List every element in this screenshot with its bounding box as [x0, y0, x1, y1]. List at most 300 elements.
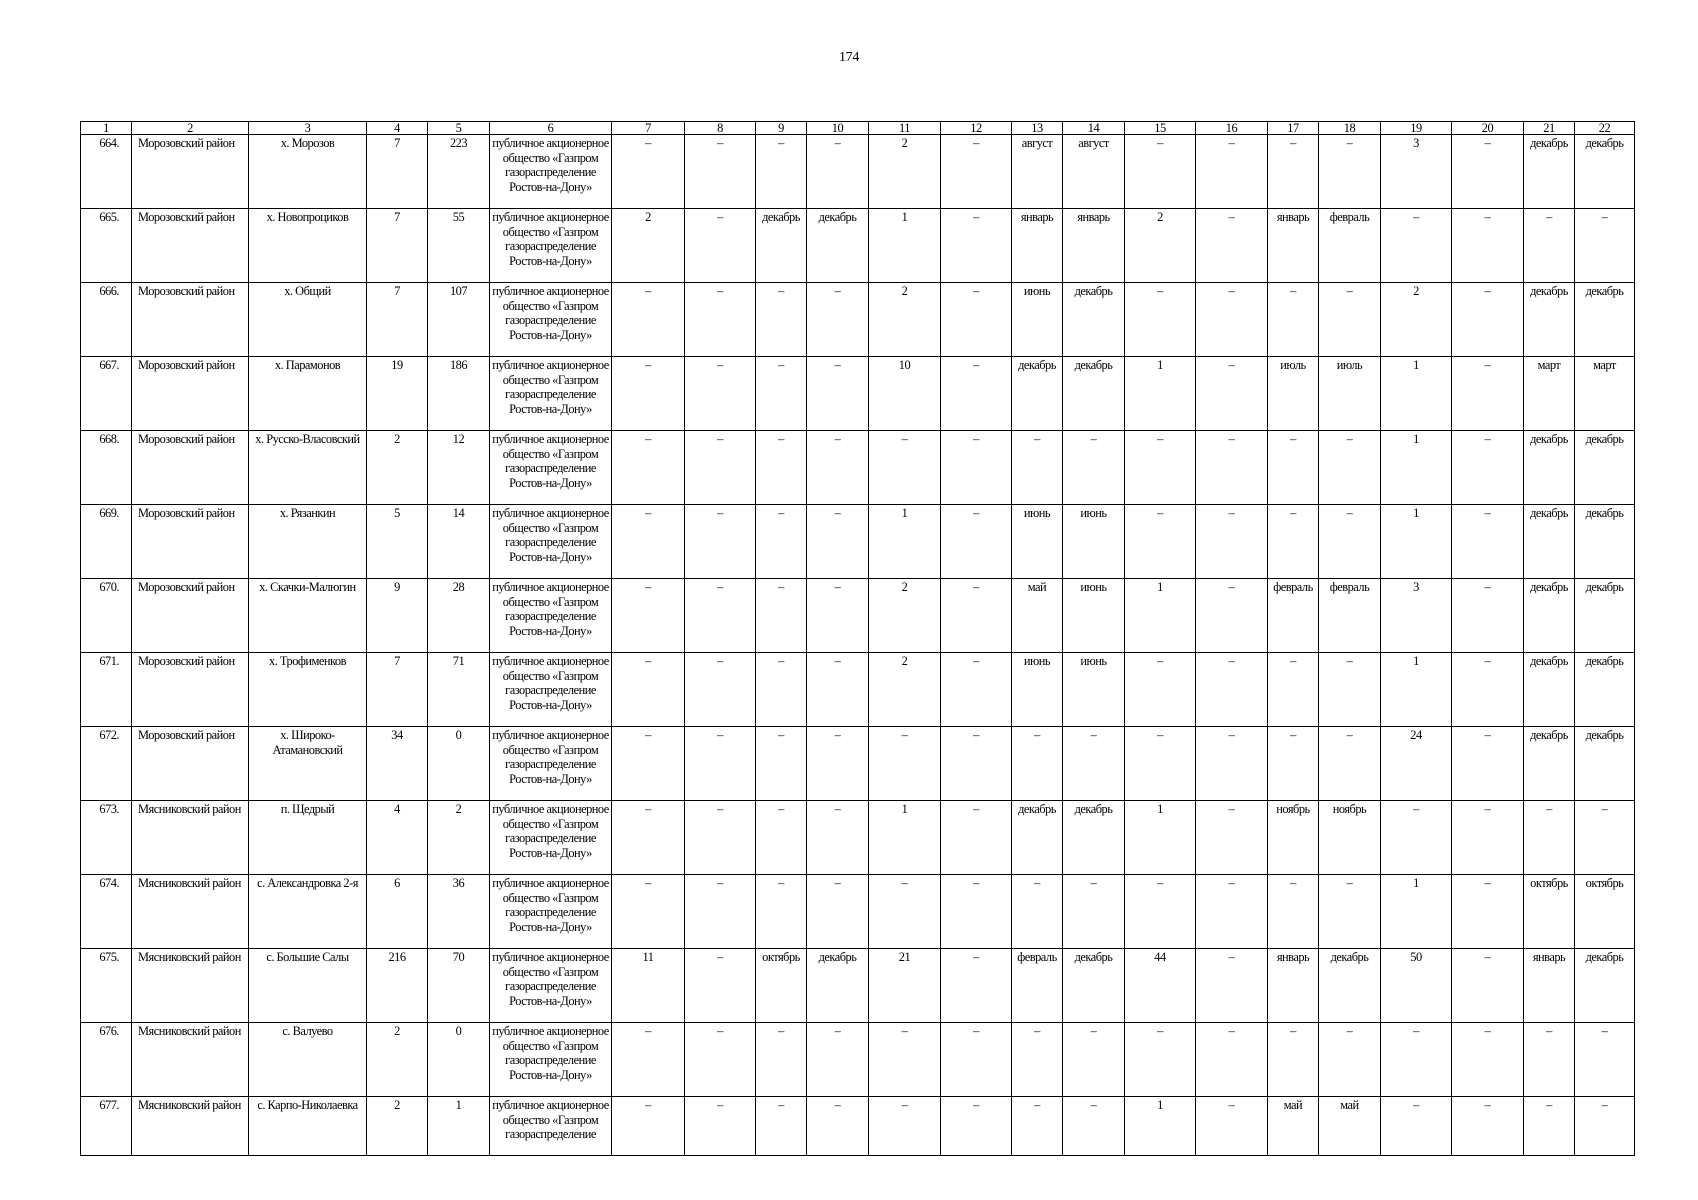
table-cell-col-20: – — [1452, 875, 1524, 949]
column-number-cell: 14 — [1063, 122, 1125, 135]
table-cell-col-7: – — [612, 801, 685, 875]
table-cell-col-16: – — [1196, 357, 1268, 431]
table-cell-col-14: июнь — [1063, 579, 1125, 653]
table-cell-col-18: февраль — [1319, 579, 1381, 653]
table-cell-col-2: Мясниковский район — [132, 1097, 249, 1156]
table-cell-col-10: – — [807, 431, 869, 505]
table-cell-col-15: – — [1125, 135, 1196, 209]
table-cell-col-7: – — [612, 653, 685, 727]
table-cell-col-12: – — [941, 505, 1012, 579]
table-cell-col-22: декабрь — [1575, 135, 1635, 209]
table-cell-col-4: 2 — [367, 1097, 428, 1156]
table-cell-col-19: – — [1381, 1023, 1452, 1097]
column-number-cell: 19 — [1381, 122, 1452, 135]
table-cell-col-12: – — [941, 653, 1012, 727]
table-cell-col-19: – — [1381, 1097, 1452, 1156]
table-cell-col-12: – — [941, 949, 1012, 1023]
table-cell-col-9: – — [756, 1097, 807, 1156]
table-cell-col-18: – — [1319, 1023, 1381, 1097]
table-cell-col-10: – — [807, 801, 869, 875]
table-cell-col-1: 667. — [81, 357, 132, 431]
table-cell-col-17: – — [1268, 727, 1319, 801]
table-cell-col-12: – — [941, 209, 1012, 283]
column-number-cell: 5 — [428, 122, 490, 135]
table-cell-col-18: декабрь — [1319, 949, 1381, 1023]
column-number-cell: 7 — [612, 122, 685, 135]
table-cell-col-18: – — [1319, 653, 1381, 727]
table-cell-col-13: июнь — [1012, 653, 1063, 727]
table-cell-col-10: – — [807, 1097, 869, 1156]
table-cell-col-13: – — [1012, 431, 1063, 505]
table-cell-col-5: 55 — [428, 209, 490, 283]
table-cell-col-11: – — [869, 431, 941, 505]
table-cell-col-2: Морозовский район — [132, 135, 249, 209]
column-number-cell: 6 — [490, 122, 612, 135]
table-cell-col-16: – — [1196, 505, 1268, 579]
table-cell-col-7: – — [612, 135, 685, 209]
column-number-cell: 3 — [249, 122, 367, 135]
table-cell-col-1: 664. — [81, 135, 132, 209]
table-row — [81, 875, 1635, 949]
table-cell-col-22: декабрь — [1575, 431, 1635, 505]
table-cell-col-14: июнь — [1063, 505, 1125, 579]
column-number-cell: 22 — [1575, 122, 1635, 135]
table-cell-col-9: – — [756, 1023, 807, 1097]
table-cell-col-16: – — [1196, 1023, 1268, 1097]
table-cell-col-17: февраль — [1268, 579, 1319, 653]
table-cell-col-1: 677. — [81, 1097, 132, 1156]
table-cell-col-2: Морозовский район — [132, 283, 249, 357]
table-cell-col-12: – — [941, 135, 1012, 209]
table-cell-col-5: 1 — [428, 1097, 490, 1156]
table-cell-col-7: – — [612, 1023, 685, 1097]
table-cell-col-22: декабрь — [1575, 653, 1635, 727]
table-cell-col-22: – — [1575, 801, 1635, 875]
table-cell-col-17: ноябрь — [1268, 801, 1319, 875]
table-cell-col-4: 7 — [367, 135, 428, 209]
table-cell-col-15: 1 — [1125, 801, 1196, 875]
table-cell-col-9: – — [756, 875, 807, 949]
table-cell-col-4: 6 — [367, 875, 428, 949]
table-cell-col-10: декабрь — [807, 949, 869, 1023]
table-cell-col-21: январь — [1524, 949, 1575, 1023]
table-cell-col-21: октябрь — [1524, 875, 1575, 949]
table-cell-col-5: 0 — [428, 1023, 490, 1097]
table-cell-col-18: ноябрь — [1319, 801, 1381, 875]
table-cell-col-11: 2 — [869, 579, 941, 653]
table-cell-col-2: Морозовский район — [132, 653, 249, 727]
table-cell-col-1: 665. — [81, 209, 132, 283]
table-row — [81, 505, 1635, 579]
table-cell-col-22: октябрь — [1575, 875, 1635, 949]
table-cell-col-3: х. Широко-Атамановский — [249, 727, 367, 801]
column-number-cell: 18 — [1319, 122, 1381, 135]
table-cell-col-5: 0 — [428, 727, 490, 801]
table-cell-col-12: – — [941, 875, 1012, 949]
table-cell-col-15: 2 — [1125, 209, 1196, 283]
table-cell-col-14: – — [1063, 727, 1125, 801]
table-cell-col-20: – — [1452, 727, 1524, 801]
table-cell-col-18: – — [1319, 505, 1381, 579]
table-cell-col-5: 14 — [428, 505, 490, 579]
table-cell-col-20: – — [1452, 505, 1524, 579]
table-cell-col-12: – — [941, 727, 1012, 801]
table-cell-col-9: – — [756, 283, 807, 357]
table-cell-col-3: с. Валуево — [249, 1023, 367, 1097]
table-row — [81, 949, 1635, 1023]
table-cell-col-19: 3 — [1381, 135, 1452, 209]
table-cell-col-16: – — [1196, 1097, 1268, 1156]
table-cell-col-5: 107 — [428, 283, 490, 357]
table-cell-col-11: 1 — [869, 505, 941, 579]
table-cell-col-2: Морозовский район — [132, 357, 249, 431]
table-cell-col-11: – — [869, 875, 941, 949]
table-cell-col-2: Морозовский район — [132, 209, 249, 283]
table-cell-col-4: 2 — [367, 431, 428, 505]
table-cell-col-13: – — [1012, 727, 1063, 801]
table-cell-col-4: 4 — [367, 801, 428, 875]
table-cell-col-7: – — [612, 431, 685, 505]
column-number-cell: 21 — [1524, 122, 1575, 135]
table-row — [81, 357, 1635, 431]
table-cell-col-15: 44 — [1125, 949, 1196, 1023]
table-cell-col-17: – — [1268, 431, 1319, 505]
column-number-cell: 15 — [1125, 122, 1196, 135]
table-cell-col-1: 670. — [81, 579, 132, 653]
table-cell-col-16: – — [1196, 135, 1268, 209]
table-cell-col-8: – — [685, 653, 756, 727]
table-cell-col-17: – — [1268, 135, 1319, 209]
table-cell-col-4: 7 — [367, 209, 428, 283]
table-cell-col-22: декабрь — [1575, 505, 1635, 579]
table-cell-col-6: публичное акционерное общество «Газпром газораспределение Ростов-на-Дону» — [490, 431, 612, 505]
table-cell-col-2: Мясниковский район — [132, 801, 249, 875]
table-cell-col-11: 1 — [869, 801, 941, 875]
table-cell-col-11: – — [869, 1023, 941, 1097]
table-cell-col-18: май — [1319, 1097, 1381, 1156]
table-cell-col-7: 2 — [612, 209, 685, 283]
table-cell-col-5: 2 — [428, 801, 490, 875]
table-cell-col-1: 676. — [81, 1023, 132, 1097]
table-cell-col-21: – — [1524, 1097, 1575, 1156]
table-cell-col-2: Мясниковский район — [132, 949, 249, 1023]
column-number-cell: 16 — [1196, 122, 1268, 135]
column-number-cell: 12 — [941, 122, 1012, 135]
table-cell-col-18: – — [1319, 727, 1381, 801]
table-cell-col-9: – — [756, 135, 807, 209]
table-cell-col-14: – — [1063, 431, 1125, 505]
table-cell-col-17: июль — [1268, 357, 1319, 431]
table-cell-col-13: май — [1012, 579, 1063, 653]
table-cell-col-21: декабрь — [1524, 579, 1575, 653]
table-cell-col-21: март — [1524, 357, 1575, 431]
table-cell-col-17: январь — [1268, 949, 1319, 1023]
table-cell-col-3: х. Рязанкин — [249, 505, 367, 579]
table-cell-col-11: 2 — [869, 283, 941, 357]
table-cell-col-9: – — [756, 505, 807, 579]
table-row — [81, 431, 1635, 505]
table-cell-col-4: 7 — [367, 653, 428, 727]
table-cell-col-6: публичное акционерное общество «Газпром газораспределение Ростов-на-Дону» — [490, 727, 612, 801]
table-cell-col-3: х. Новопроциков — [249, 209, 367, 283]
table-cell-col-16: – — [1196, 949, 1268, 1023]
table-cell-col-20: – — [1452, 431, 1524, 505]
table-cell-col-4: 34 — [367, 727, 428, 801]
table-cell-col-8: – — [685, 801, 756, 875]
table-cell-col-3: с. Большие Салы — [249, 949, 367, 1023]
table-cell-col-1: 668. — [81, 431, 132, 505]
table-cell-col-21: декабрь — [1524, 283, 1575, 357]
column-number-cell: 8 — [685, 122, 756, 135]
table-cell-col-17: май — [1268, 1097, 1319, 1156]
table-cell-col-15: – — [1125, 1023, 1196, 1097]
table-cell-col-9: – — [756, 579, 807, 653]
table-cell-col-21: – — [1524, 209, 1575, 283]
table-cell-col-4: 5 — [367, 505, 428, 579]
table-cell-col-3: х. Морозов — [249, 135, 367, 209]
table-cell-col-16: – — [1196, 209, 1268, 283]
table-cell-col-16: – — [1196, 875, 1268, 949]
column-number-row — [81, 122, 1635, 135]
table-cell-col-15: – — [1125, 727, 1196, 801]
table-cell-col-12: – — [941, 283, 1012, 357]
table-cell-col-15: – — [1125, 505, 1196, 579]
column-number-cell: 9 — [756, 122, 807, 135]
table-cell-col-14: декабрь — [1063, 357, 1125, 431]
table-cell-col-10: – — [807, 135, 869, 209]
table-cell-col-11: 10 — [869, 357, 941, 431]
table-cell-col-15: – — [1125, 283, 1196, 357]
table-cell-col-20: – — [1452, 949, 1524, 1023]
table-cell-col-10: декабрь — [807, 209, 869, 283]
table-cell-col-9: – — [756, 801, 807, 875]
table-cell-col-14: июнь — [1063, 653, 1125, 727]
table-cell-col-14: – — [1063, 875, 1125, 949]
table-cell-col-3: х. Скачки-Малюгин — [249, 579, 367, 653]
table-cell-col-12: – — [941, 1097, 1012, 1156]
table-cell-col-5: 71 — [428, 653, 490, 727]
table-cell-col-5: 28 — [428, 579, 490, 653]
table-cell-col-6: публичное акционерное общество «Газпром газораспределение Ростов-на-Дону» — [490, 801, 612, 875]
table-cell-col-2: Морозовский район — [132, 431, 249, 505]
table-cell-col-13: февраль — [1012, 949, 1063, 1023]
table-cell-col-17: – — [1268, 505, 1319, 579]
table-cell-col-18: – — [1319, 875, 1381, 949]
table-cell-col-14: декабрь — [1063, 283, 1125, 357]
table-cell-col-10: – — [807, 505, 869, 579]
table-cell-col-18: февраль — [1319, 209, 1381, 283]
table-cell-col-1: 674. — [81, 875, 132, 949]
table-cell-col-6: публичное акционерное общество «Газпром газораспределение — [490, 1097, 612, 1156]
table-cell-col-14: – — [1063, 1023, 1125, 1097]
table-cell-col-16: – — [1196, 431, 1268, 505]
table-cell-col-17: январь — [1268, 209, 1319, 283]
table-cell-col-6: публичное акционерное общество «Газпром газораспределение Ростов-на-Дону» — [490, 653, 612, 727]
table-cell-col-3: с. Карпо-Николаевка — [249, 1097, 367, 1156]
table-cell-col-22: декабрь — [1575, 283, 1635, 357]
table-row — [81, 801, 1635, 875]
table-cell-col-15: – — [1125, 431, 1196, 505]
table-cell-col-7: – — [612, 1097, 685, 1156]
table-cell-col-12: – — [941, 1023, 1012, 1097]
table-cell-col-2: Мясниковский район — [132, 1023, 249, 1097]
table-cell-col-1: 671. — [81, 653, 132, 727]
table-cell-col-13: июнь — [1012, 505, 1063, 579]
table-cell-col-9: – — [756, 357, 807, 431]
table-cell-col-15: – — [1125, 653, 1196, 727]
table-cell-col-7: – — [612, 727, 685, 801]
table-cell-col-3: п. Щедрый — [249, 801, 367, 875]
column-number-cell: 13 — [1012, 122, 1063, 135]
table-cell-col-8: – — [685, 1097, 756, 1156]
table-cell-col-1: 666. — [81, 283, 132, 357]
table-cell-col-12: – — [941, 579, 1012, 653]
table-row — [81, 283, 1635, 357]
table-cell-col-22: декабрь — [1575, 579, 1635, 653]
table-cell-col-22: декабрь — [1575, 949, 1635, 1023]
table-cell-col-6: публичное акционерное общество «Газпром газораспределение Ростов-на-Дону» — [490, 949, 612, 1023]
table-cell-col-11: – — [869, 727, 941, 801]
table-cell-col-20: – — [1452, 357, 1524, 431]
table-cell-col-17: – — [1268, 1023, 1319, 1097]
table-cell-col-14: – — [1063, 1097, 1125, 1156]
table-cell-col-6: публичное акционерное общество «Газпром газораспределение Ростов-на-Дону» — [490, 505, 612, 579]
table-cell-col-8: – — [685, 579, 756, 653]
table-cell-col-22: – — [1575, 1023, 1635, 1097]
table-cell-col-16: – — [1196, 653, 1268, 727]
table-cell-col-13: – — [1012, 875, 1063, 949]
table-cell-col-11: 21 — [869, 949, 941, 1023]
table-cell-col-6: публичное акционерное общество «Газпром газораспределение Ростов-на-Дону» — [490, 579, 612, 653]
table-cell-col-1: 672. — [81, 727, 132, 801]
table-cell-col-5: 36 — [428, 875, 490, 949]
table-cell-col-18: июль — [1319, 357, 1381, 431]
table-cell-col-5: 186 — [428, 357, 490, 431]
table-cell-col-22: – — [1575, 209, 1635, 283]
table-cell-col-20: – — [1452, 579, 1524, 653]
table-cell-col-17: – — [1268, 283, 1319, 357]
table-cell-col-19: 50 — [1381, 949, 1452, 1023]
column-number-cell: 2 — [132, 122, 249, 135]
table-cell-col-10: – — [807, 653, 869, 727]
table-cell-col-2: Морозовский район — [132, 579, 249, 653]
table-cell-col-17: – — [1268, 875, 1319, 949]
table-cell-col-11: – — [869, 1097, 941, 1156]
table-cell-col-8: – — [685, 505, 756, 579]
table-cell-col-19: 24 — [1381, 727, 1452, 801]
table-cell-col-3: с. Александровка 2-я — [249, 875, 367, 949]
table-cell-col-9: октябрь — [756, 949, 807, 1023]
table-cell-col-20: – — [1452, 1097, 1524, 1156]
table-cell-col-14: август — [1063, 135, 1125, 209]
table-cell-col-3: х. Трофименков — [249, 653, 367, 727]
table-cell-col-18: – — [1319, 283, 1381, 357]
table-cell-col-13: август — [1012, 135, 1063, 209]
table-cell-col-8: – — [685, 727, 756, 801]
table-cell-col-14: декабрь — [1063, 949, 1125, 1023]
table-cell-col-19: 3 — [1381, 579, 1452, 653]
table-cell-col-20: – — [1452, 653, 1524, 727]
table-cell-col-5: 70 — [428, 949, 490, 1023]
table-cell-col-13: декабрь — [1012, 801, 1063, 875]
column-number-cell: 10 — [807, 122, 869, 135]
table-row — [81, 727, 1635, 801]
table-cell-col-7: – — [612, 283, 685, 357]
table-cell-col-9: декабрь — [756, 209, 807, 283]
table-cell-col-6: публичное акционерное общество «Газпром газораспределение Ростов-на-Дону» — [490, 357, 612, 431]
table-cell-col-14: декабрь — [1063, 801, 1125, 875]
table-cell-col-11: 2 — [869, 135, 941, 209]
table-cell-col-11: 2 — [869, 653, 941, 727]
table-cell-col-4: 2 — [367, 1023, 428, 1097]
table-cell-col-8: – — [685, 357, 756, 431]
table-cell-col-10: – — [807, 1023, 869, 1097]
table-cell-col-16: – — [1196, 727, 1268, 801]
table-cell-col-8: – — [685, 949, 756, 1023]
table-cell-col-13: – — [1012, 1097, 1063, 1156]
data-table — [80, 121, 1635, 1156]
table-cell-col-8: – — [685, 431, 756, 505]
table-cell-col-5: 223 — [428, 135, 490, 209]
table-cell-col-6: публичное акционерное общество «Газпром газораспределение Ростов-на-Дону» — [490, 1023, 612, 1097]
table-cell-col-19: – — [1381, 801, 1452, 875]
table-cell-col-10: – — [807, 875, 869, 949]
table-cell-col-21: декабрь — [1524, 653, 1575, 727]
column-number-cell: 17 — [1268, 122, 1319, 135]
table-cell-col-22: декабрь — [1575, 727, 1635, 801]
table-cell-col-19: 1 — [1381, 505, 1452, 579]
table-cell-col-12: – — [941, 431, 1012, 505]
table-cell-col-4: 19 — [367, 357, 428, 431]
table-cell-col-7: 11 — [612, 949, 685, 1023]
table-cell-col-20: – — [1452, 209, 1524, 283]
table-cell-col-19: 1 — [1381, 653, 1452, 727]
table-cell-col-10: – — [807, 357, 869, 431]
table-cell-col-18: – — [1319, 431, 1381, 505]
table-cell-col-6: публичное акционерное общество «Газпром газораспределение Ростов-на-Дону» — [490, 135, 612, 209]
column-number-cell: 11 — [869, 122, 941, 135]
table-cell-col-2: Морозовский район — [132, 505, 249, 579]
table-cell-col-21: декабрь — [1524, 727, 1575, 801]
table-cell-col-22: – — [1575, 1097, 1635, 1156]
table-cell-col-21: – — [1524, 801, 1575, 875]
table-cell-col-18: – — [1319, 135, 1381, 209]
table-cell-col-13: январь — [1012, 209, 1063, 283]
table-cell-col-9: – — [756, 653, 807, 727]
table-cell-col-10: – — [807, 579, 869, 653]
table-cell-col-12: – — [941, 357, 1012, 431]
table-cell-col-8: – — [685, 135, 756, 209]
table-cell-col-19: 2 — [1381, 283, 1452, 357]
table-cell-col-9: – — [756, 727, 807, 801]
column-number-cell: 4 — [367, 122, 428, 135]
table-cell-col-2: Морозовский район — [132, 727, 249, 801]
table-cell-col-1: 669. — [81, 505, 132, 579]
table-cell-col-19: 1 — [1381, 875, 1452, 949]
table-cell-col-3: х. Парамонов — [249, 357, 367, 431]
table-cell-col-8: – — [685, 209, 756, 283]
table-cell-col-13: декабрь — [1012, 357, 1063, 431]
table-cell-col-13: – — [1012, 1023, 1063, 1097]
table-cell-col-22: март — [1575, 357, 1635, 431]
table-cell-col-1: 675. — [81, 949, 132, 1023]
table-cell-col-11: 1 — [869, 209, 941, 283]
table-row — [81, 209, 1635, 283]
table-cell-col-8: – — [685, 1023, 756, 1097]
table-cell-col-2: Мясниковский район — [132, 875, 249, 949]
table-cell-col-21: декабрь — [1524, 431, 1575, 505]
table-cell-col-19: 1 — [1381, 357, 1452, 431]
